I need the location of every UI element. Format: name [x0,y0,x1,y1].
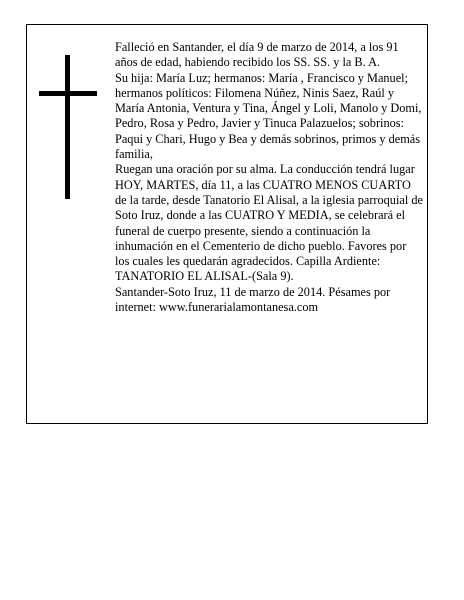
place-date-condolences-paragraph: Santander-Soto Iruz, 11 de marzo de 2014. Pésames por internet: www.funerarialamontanesa.com [115,284,391,315]
cross-horizontal-bar [39,91,97,96]
funeral-details-paragraph: Ruegan una oración por su alma. La conducción tendrá lugar HOY, MARTES, día 11, a las CUATRO MENOS CUARTO de la tarde, desde Tanatorio El Alisal, a la iglesia parroquial de Soto Iruz, donde a las CUATRO Y MEDIA, se celebrará el funeral de cuerpo presente, siendo a continuación la inhumación en el Cementerio de dicho pueblo. Favores por los cuales les quedarán agradecidos. Capilla Ardiente: TANATORIO EL ALISAL-(Sala 9). [115,162,423,284]
latin-cross-icon [39,55,97,199]
obituary-text [115,40,423,315]
obituary-notice [26,24,428,424]
death-announcement-paragraph: Falleció en Santander, el día 9 de marzo de 2014, a los 91 años de edad, habiendo recibido los SS. SS. y la B. A. [115,40,399,70]
cross-vertical-bar [65,55,70,199]
family-members-paragraph: Su hija: María Luz; hermanos: María , Francisco y Manuel; hermanos políticos: Filomena Núñez, Ninis Saez, Raúl y María Antonia, Ventura y Tina, Ángel y Loli, Manolo y Domi, Pedro, Rosa y Pedro, Javier y Tinuca Palazuelos; sobrinos: Paqui y Chari, Hugo y Bea y demás sobrinos, primos y demás familia, [115,70,422,162]
